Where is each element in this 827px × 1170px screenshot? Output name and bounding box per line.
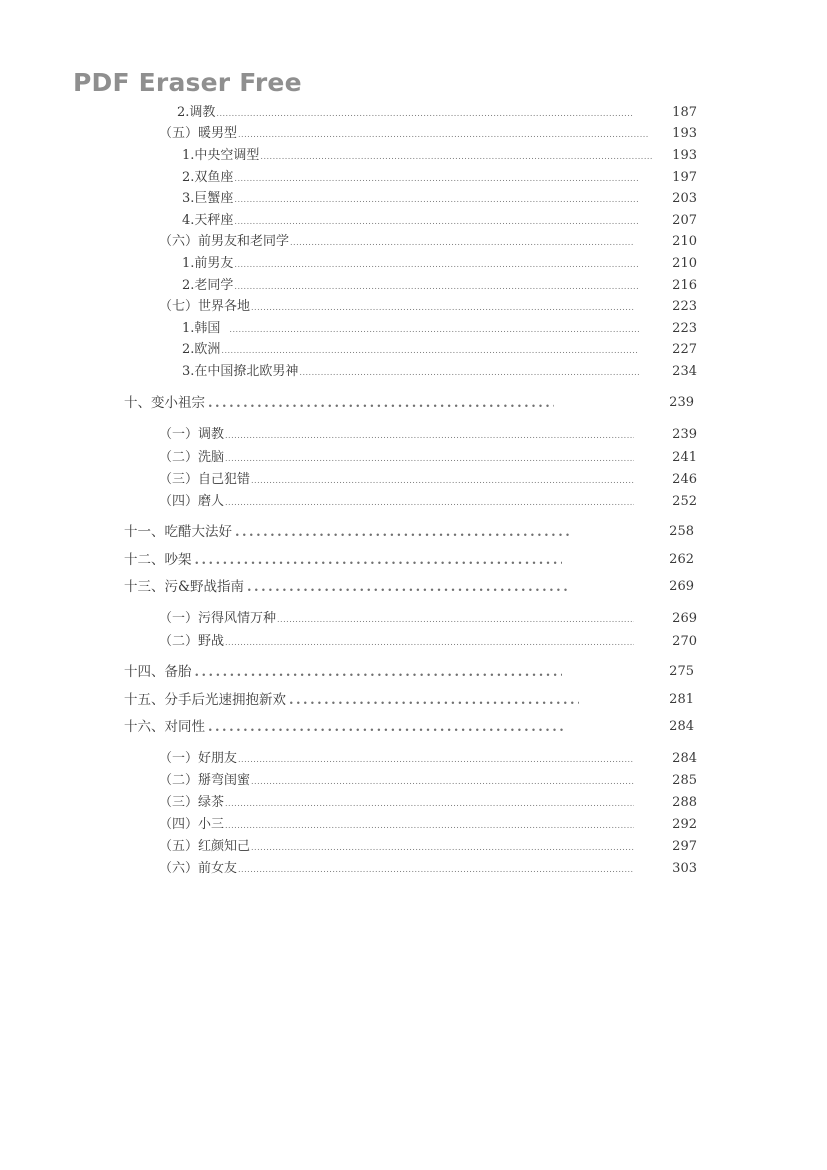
toc-entry-title: 3.在中国撩北欧男神 — [182, 364, 299, 379]
toc-entry-page: 303 — [672, 861, 697, 876]
toc-entry[interactable] — [182, 213, 697, 229]
toc-entry-page: 227 — [672, 342, 697, 357]
toc-entry-title: 十一、吃醋大法好 — [124, 524, 232, 540]
toc-entry-title: （二）掰弯闺蜜 — [159, 773, 251, 788]
toc-entry-title: 十三、污&野战指南 — [124, 579, 245, 595]
toc-entry-page: 223 — [672, 299, 697, 314]
toc-entry-page: 216 — [672, 278, 697, 293]
toc-entry[interactable] — [159, 494, 697, 510]
toc-leader-dots — [251, 473, 634, 489]
toc-leader-dots — [229, 322, 639, 338]
toc-leader-dots — [234, 214, 639, 230]
toc-entry[interactable] — [177, 105, 697, 121]
toc-leader-dots — [234, 279, 639, 295]
toc-leader-dots — [251, 774, 634, 790]
toc-entry-page: 187 — [672, 105, 697, 120]
watermark-text: PDF Eraser Free — [73, 68, 302, 97]
toc-leader-dots — [235, 525, 571, 541]
toc-entry-title: 2.欧洲 — [182, 342, 221, 357]
toc-entry-page: 223 — [672, 321, 697, 336]
toc-leader-dots — [225, 796, 634, 812]
toc-entry-title: 1.前男友 — [182, 256, 234, 271]
toc-entry-title: 3.巨蟹座 — [182, 191, 234, 206]
toc-leader-dots — [238, 752, 634, 768]
toc-entry-page: 262 — [669, 552, 694, 567]
toc-leader-dots — [208, 720, 566, 736]
toc-leader-dots — [225, 451, 634, 467]
toc-entry-page: 210 — [672, 234, 697, 249]
toc-chapter-entry[interactable] — [124, 719, 694, 735]
toc-leader-dots — [247, 580, 571, 596]
toc-entry-title: 十二、吵架 — [124, 552, 192, 568]
toc-leader-dots — [225, 818, 634, 834]
toc-entry[interactable] — [159, 795, 697, 811]
toc-chapter-entry[interactable] — [124, 395, 694, 411]
toc-leader-dots — [221, 343, 639, 359]
toc-entry[interactable] — [159, 634, 697, 650]
toc-entry-title: 十四、备胎 — [124, 664, 192, 680]
toc-entry-page: 292 — [672, 817, 697, 832]
toc-entry-title: （五）红颜知己 — [159, 839, 251, 854]
toc-entry[interactable] — [182, 321, 697, 337]
toc-entry-title: （三）自己犯错 — [159, 472, 251, 487]
toc-entry[interactable] — [182, 148, 697, 164]
toc-entry[interactable] — [159, 861, 697, 877]
toc-leader-dots — [208, 396, 554, 412]
toc-leader-dots — [225, 635, 634, 651]
toc-chapter-entry[interactable] — [124, 692, 694, 708]
toc-entry[interactable] — [159, 427, 697, 443]
toc-chapter-entry[interactable] — [124, 664, 694, 680]
toc-leader-dots — [251, 300, 634, 316]
toc-entry-page: 193 — [672, 148, 697, 163]
toc-entry-page: 246 — [672, 472, 697, 487]
toc-entry-title: （四）小三 — [159, 817, 225, 832]
toc-entry-page: 207 — [672, 213, 697, 228]
toc-entry[interactable] — [159, 299, 697, 315]
toc-entry[interactable] — [182, 170, 697, 186]
toc-leader-dots — [225, 495, 634, 511]
toc-entry[interactable] — [159, 817, 697, 833]
toc-entry[interactable] — [182, 256, 697, 272]
toc-chapter-entry[interactable] — [124, 579, 694, 595]
toc-leader-dots — [234, 257, 639, 273]
toc-leader-dots — [289, 693, 579, 709]
toc-entry[interactable] — [159, 773, 697, 789]
toc-entry-page: 284 — [669, 719, 694, 734]
toc-entry[interactable] — [182, 342, 697, 358]
toc-entry[interactable] — [182, 191, 697, 207]
toc-entry-page: 269 — [669, 579, 694, 594]
toc-entry[interactable] — [159, 126, 697, 142]
toc-entry-page: 239 — [672, 427, 697, 442]
toc-entry-title: （四）磨人 — [159, 494, 225, 509]
toc-leader-dots — [299, 365, 639, 381]
toc-entry-page: 258 — [669, 524, 694, 539]
toc-leader-dots — [234, 192, 639, 208]
toc-leader-dots — [260, 149, 652, 165]
toc-chapter-entry[interactable] — [124, 552, 694, 568]
toc-entry-title: （六）前男友和老同学 — [159, 234, 290, 249]
toc-entry-page: 285 — [672, 773, 697, 788]
toc-entry-title: 2.双鱼座 — [182, 170, 234, 185]
toc-entry-page: 270 — [672, 634, 697, 649]
toc-entry[interactable] — [182, 278, 697, 294]
toc-leader-dots — [238, 862, 634, 878]
toc-entry[interactable] — [182, 364, 697, 380]
toc-entry-title: （一）调教 — [159, 427, 225, 442]
toc-leader-dots — [290, 235, 634, 251]
toc-entry-title: 十五、分手后光速拥抱新欢 — [124, 692, 286, 708]
toc-entry-title: （五）暖男型 — [159, 126, 238, 141]
toc-leader-dots — [234, 171, 639, 187]
toc-entry-page: 297 — [672, 839, 697, 854]
toc-entry-title: 十六、对同性 — [124, 719, 205, 735]
toc-entry-page: 234 — [672, 364, 697, 379]
toc-entry-title: 十、变小祖宗 — [124, 395, 205, 411]
toc-leader-dots — [195, 665, 563, 681]
toc-entry[interactable] — [159, 839, 697, 855]
toc-entry-page: 275 — [669, 664, 694, 679]
toc-entry-page: 203 — [672, 191, 697, 206]
toc-entry-title: （一）好朋友 — [159, 751, 238, 766]
toc-chapter-entry[interactable] — [124, 524, 694, 540]
toc-entry-title: 2.老同学 — [182, 278, 234, 293]
toc-leader-dots — [238, 127, 649, 143]
toc-leader-dots — [195, 553, 563, 569]
toc-entry-page: 193 — [672, 126, 697, 141]
toc-entry[interactable] — [159, 234, 697, 250]
toc-entry-title: （一）污得风情万种 — [159, 611, 277, 626]
toc-entry-page: 239 — [669, 395, 694, 410]
toc-leader-dots — [216, 106, 634, 122]
toc-entry-page: 281 — [669, 692, 694, 707]
toc-leader-dots — [251, 840, 634, 856]
toc-entry-page: 284 — [672, 751, 697, 766]
toc-entry-title: （七）世界各地 — [159, 299, 251, 314]
toc-leader-dots — [277, 612, 634, 628]
toc-entry-title: （六）前女友 — [159, 861, 238, 876]
toc-entry-page: 252 — [672, 494, 697, 509]
toc-entry-page: 197 — [672, 170, 697, 185]
toc-entry-title: 2.调教 — [177, 105, 216, 120]
toc-entry[interactable] — [159, 472, 697, 488]
toc-entry-title: （二）洗脑 — [159, 450, 225, 465]
toc-entry[interactable] — [159, 450, 697, 466]
toc-entry-page: 241 — [672, 450, 697, 465]
toc-entry-page: 288 — [672, 795, 697, 810]
toc-entry-title: 1.韩国 — [182, 321, 221, 336]
toc-entry[interactable] — [159, 751, 697, 767]
toc-entry-title: 4.天秤座 — [182, 213, 234, 228]
toc-entry[interactable] — [159, 611, 697, 627]
toc-entry-page: 269 — [672, 611, 697, 626]
toc-entry-title: （三）绿茶 — [159, 795, 225, 810]
toc-entry-title: （二）野战 — [159, 634, 225, 649]
toc-entry-page: 210 — [672, 256, 697, 271]
toc-leader-dots — [225, 428, 634, 444]
toc-entry-title: 1.中央空调型 — [182, 148, 260, 163]
